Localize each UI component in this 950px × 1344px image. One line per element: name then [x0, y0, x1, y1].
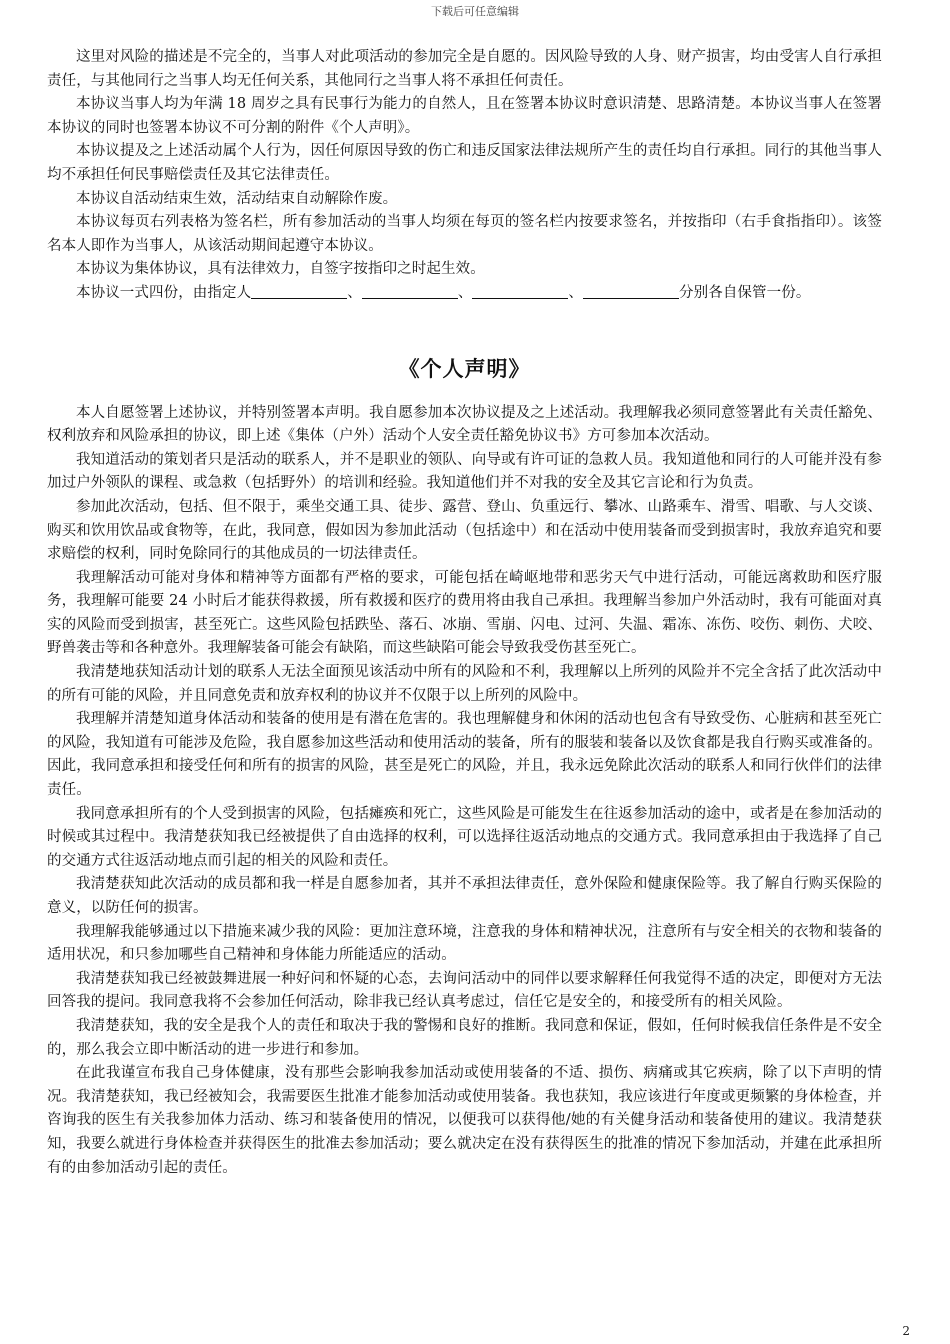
agreement-paragraph: 本协议自活动结束生效，活动结束自动解除作废。	[76, 190, 398, 207]
statement-paragraph: 我理解我能够通过以下措施来减少我的风险：更加注意环境，注意我的身体和精神状况，注意所有与安全相关的衣物和装备的适用状况，和只参加哪些自己精神和身体能力所能适应的活动。	[47, 923, 882, 964]
statement-section	[47, 402, 882, 1181]
agreement-paragraph: 这里对风险的描述是不完全的，当事人对此项活动的参加完全是自愿的。因风险导致的人身、财产损害，均由受害人自行承担责任，与其他同行之当事人均无任何关系，其他同行之当事人将不承担任何责任。	[47, 49, 882, 89]
statement-paragraph: 本人自愿签署上述协议，并特别签署本声明。我自愿参加本次协议提及之上述活动。我理解我必须同意签署此有关责任豁免、权利放弃和风险承担的协议，即上述《集体（户外）活动个人安全责任豁免协议书》方可参加本次活动。	[47, 404, 882, 445]
copies-paragraph	[47, 282, 882, 306]
statement-paragraph: 我清楚获知此次活动的成员都和我一样是自愿参加者，其并不承担法律责任，意外保险和健康保险等。我了解自行购买保险的意义，以防任何的损害。	[47, 876, 882, 916]
statement-paragraph: 我同意承担所有的个人受到损害的风险，包括瘫痪和死亡，这些风险是可能发生在往返参加活动的途中，或者是在参加活动的时候或其过程中。我清楚获知我已经被提供了自由选择的权利，可以选择往返活动地点的交通方式。我同意承担由于我选择了自己的交通方式往返活动地点而引起的相关的风险和责任。	[47, 805, 882, 869]
document-body	[47, 46, 882, 1180]
copies-suffix: 分别各自保管一份。	[679, 284, 811, 301]
statement-paragraph: 我清楚获知我已经被鼓舞进展一种好问和怀疑的心态，去询问活动中的同伴以要求解释任何我觉得不适的决定，即便对方无法回答我的提问。我同意我将不会参加任何活动，除非我已经认真考虑过，信任它是安全的，和接受所有的相关风险。	[47, 970, 882, 1011]
agreement-paragraph: 本协议为集体协议，具有法律效力，自签字按指印之时起生效。	[76, 261, 485, 278]
page-number: 2	[902, 1324, 910, 1338]
custodian-blank-2[interactable]	[362, 284, 458, 299]
statement-paragraph: 我清楚获知，我的安全是我个人的责任和取决于我的警惕和良好的推断。我同意和保证，假如，任何时候我信任条件是不安全的，那么我会立即中断活动的进一步进行和参加。	[47, 1017, 882, 1058]
agreement-paragraph: 本协议当事人均为年满 18 周岁之具有民事行为能力的自然人，且在签署本协议时意识清楚、思路清楚。本协议当事人在签署本协议的同时也签署本协议不可分割的附件《个人声明》。	[47, 96, 882, 136]
statement-paragraph: 我知道活动的策划者只是活动的联系人，并不是职业的领队、向导或有许可证的急救人员。我知道他和同行的人可能并没有参加过户外领队的课程、或急救（包括野外）的培训和经验。我知道他们并不对我的安全及其它言论和行为负责。	[47, 451, 882, 492]
copies-prefix: 本协议一式四份，由指定人	[76, 284, 252, 301]
custodian-blank-1[interactable]	[251, 284, 347, 299]
statement-paragraph: 在此我谨宣布我自己身体健康，没有那些会影响我参加活动或使用装备的不适、损伤、病痛或其它疾病，除了以下声明的情况。我清楚获知，我已经被知会，我需要医生批准才能参加活动或使用装备。我也获知，我应该进行年度或更频繁的身体检查，并咨询我的医生有关我参加体力活动、练习和装备使用的情况，以便我可以获得他/她的有关健身活动和装备使用的建议。我清楚获知，我要么就进行身体检查并获得医生的批准去参加活动；要么就决定在没有获得医生的批准的情况下参加活动，并建在此承担所有的由参加活动引起的责任。	[47, 1065, 882, 1176]
statement-title: 《个人声明》	[398, 355, 531, 381]
copies-separator: 、	[457, 284, 473, 301]
agreement-paragraph: 本协议每页右列表格为签名栏，所有参加活动的当事人均须在每页的签名栏内按要求签名，并按指印（右手食指指印）。该签名本人即作为当事人，从该活动期间起遵守本协议。	[47, 214, 882, 254]
statement-paragraph: 我清楚地获知活动计划的联系人无法全面预见该活动中所有的风险和不利，我理解以上所列的风险并不完全含括了此次活动中的所有可能的风险，并且同意免责和放弃权利的协议并不仅限于以上所列的风险中。	[47, 664, 882, 704]
agreement-paragraph: 本协议提及之上述活动属个人行为，因任何原因导致的伤亡和违反国家法律法规所产生的责任均自行承担。同行的其他当事人均不承担任何民事赔偿责任及其它法律责任。	[47, 143, 882, 183]
copies-separator: 、	[347, 284, 362, 301]
custodian-blank-3[interactable]	[472, 284, 568, 299]
page-header: 下载后可任意编辑	[431, 5, 519, 18]
statement-paragraph: 我理解活动可能对身体和精神等方面都有严格的要求，可能包括在崎岖地带和恶劣天气中进行活动，可能远离救助和医疗服务，我理解可能要 24 小时后才能获得救援，所有救援和医疗的费用将由我自己承担。我理解当参加户外活动时，我有可能面对真实的风险而受到损害，甚至死亡。这些风险包括跌坠、落石、冰崩、雪崩、闪电、过河、失温、霜冻、冻伤、咬伤、刺伤、犬咬、野兽袭击等和各种意外。我理解装备可能会有缺陷，而这些缺陷可能会导致我受伤甚至死亡。	[47, 569, 882, 657]
custodian-blank-4[interactable]	[583, 284, 679, 299]
copies-separator: 、	[568, 284, 584, 301]
agreement-section	[47, 46, 882, 306]
statement-paragraph: 参加此次活动，包括、但不限于，乘坐交通工具、徒步、露营、登山、负重远行、攀冰、山路乘车、滑雪、唱歌、与人交谈、购买和饮用饮品或食物等，在此，我同意，假如因为参加此活动（包括途中）和在活动中使用装备而受到损害时，我放弃追究和要求赔偿的权利，同时免除同行的其他成员的一切法律责任。	[47, 498, 882, 563]
statement-paragraph: 我理解并清楚知道身体活动和装备的使用是有潜在危害的。我也理解健身和休闲的活动也包含有导致受伤、心脏病和甚至死亡的风险，我知道有可能涉及危险，我自愿参加这些活动和使用活动的装备，所有的服装和装备以及饮食都是我自行购买或准备的。因此，我同意承担和接受任何和所有的损害的风险，甚至是死亡的风险，并且，我永远免除此次活动的联系人和同行伙伴们的法律责任。	[47, 711, 882, 799]
